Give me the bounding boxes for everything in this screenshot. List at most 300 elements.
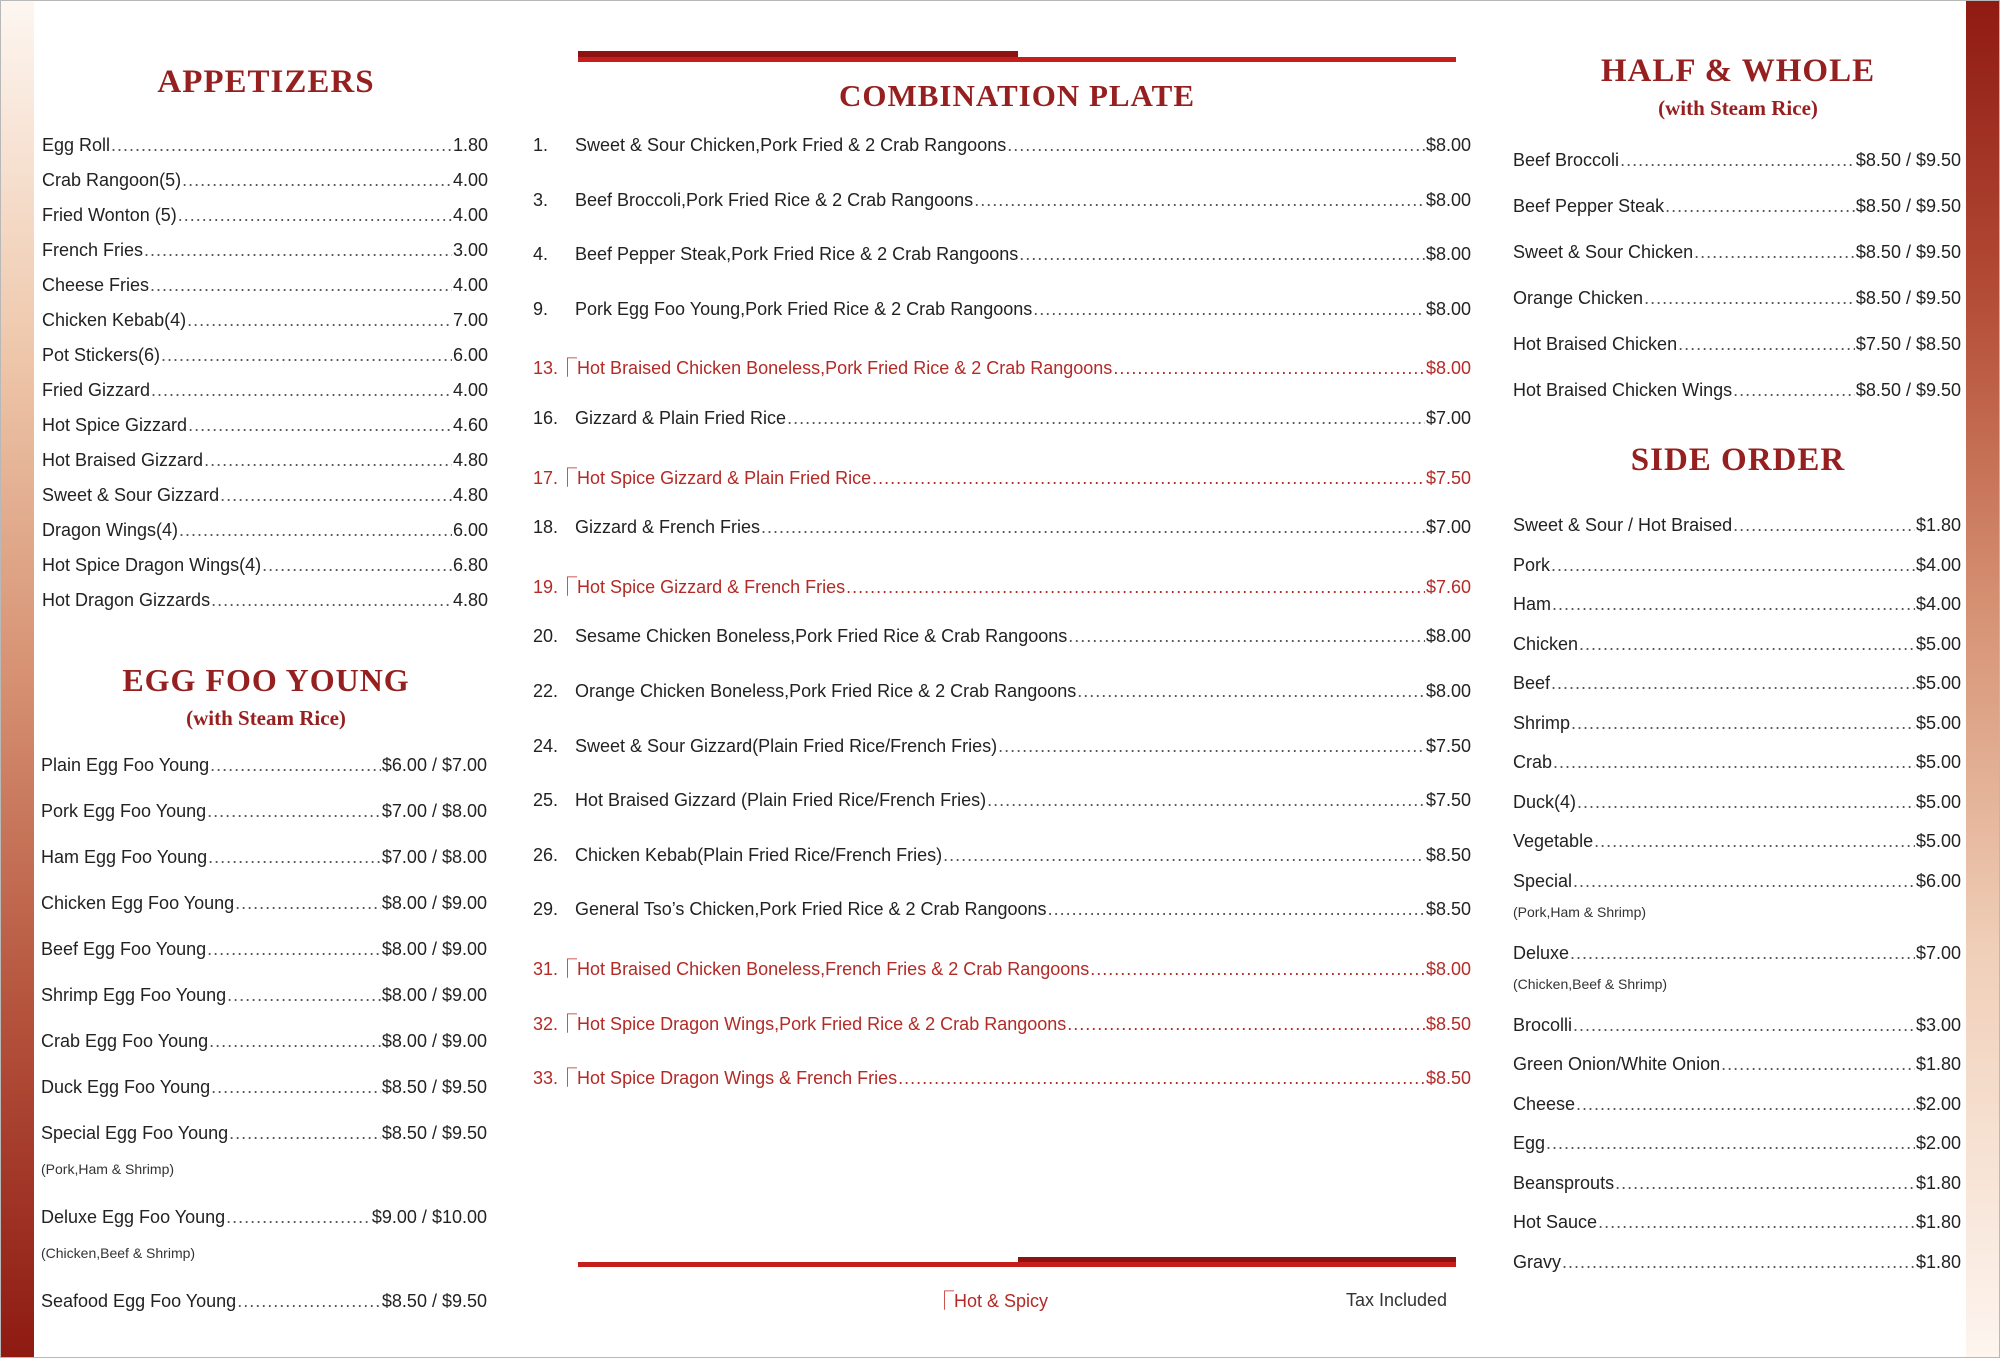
menu-item-price: 3.00 — [452, 240, 488, 260]
menu-item-row — [533, 408, 1471, 429]
dot-leader — [1615, 1173, 1915, 1194]
menu-item-price: 4.80 — [452, 450, 488, 470]
dot-leader — [1048, 899, 1425, 920]
menu-item-row — [1513, 1252, 1961, 1273]
menu-item-label: Beansprouts — [1513, 1172, 1615, 1193]
combo-number: 9. — [533, 298, 549, 319]
menu-item-name — [41, 985, 226, 1006]
menu-item-label: Duck(4) — [1513, 791, 1577, 812]
menu-item-row — [1513, 555, 1961, 576]
dot-leader — [209, 1031, 381, 1052]
dot-leader — [1579, 634, 1915, 655]
menu-item-name — [42, 135, 110, 156]
menu-item-row — [1513, 1054, 1961, 1075]
menu-item-label: Chicken — [1513, 633, 1579, 654]
dot-leader — [207, 801, 381, 822]
menu-item-name — [41, 801, 206, 822]
menu-item-label: Sweet & Sour Chicken — [1513, 242, 1694, 262]
menu-item-name — [1513, 1212, 1597, 1233]
menu-item-label: Seafood Egg Foo Young — [41, 1291, 237, 1311]
menu-item-label: Orange Chicken Boneless,Pork Fried Rice & 2 Crab Rangoons — [575, 681, 1077, 701]
menu-item-label: Hot Spice Dragon Wings & French Fries — [577, 1068, 898, 1089]
dot-leader — [987, 790, 1425, 811]
dot-leader — [1562, 1252, 1915, 1273]
menu-item-name — [533, 1009, 1066, 1036]
menu-item-label: Brocolli — [1513, 1014, 1573, 1035]
menu-item-name — [1513, 288, 1643, 309]
combination-plate-title: COMBINATION PLATE — [838, 78, 1196, 113]
dot-leader — [1594, 831, 1915, 852]
menu-item-name — [42, 380, 150, 401]
combo-number: 17. — [533, 467, 559, 488]
dot-leader — [898, 1068, 1425, 1089]
menu-item-label: Vegetable — [1513, 831, 1594, 851]
dot-leader — [150, 275, 452, 296]
dot-leader — [229, 1123, 381, 1144]
menu-item-price: $8.50 / $9.50 — [1855, 242, 1961, 262]
menu-item-price: $7.00 — [1425, 408, 1471, 428]
menu-item-price: 6.00 — [452, 345, 488, 365]
egg-foo-young-list — [41, 755, 487, 1325]
menu-item-price: $4.00 — [1915, 594, 1961, 614]
menu-item-price: $8.50 — [1425, 844, 1471, 865]
menu-item-name — [1513, 594, 1551, 615]
dot-leader — [1678, 334, 1855, 355]
menu-item-price: 6.80 — [452, 555, 488, 575]
hot-spicy-label: Hot & Spicy — [954, 1291, 1049, 1311]
menu-item-label: Deluxe — [1513, 942, 1570, 963]
menu-item-price: 4.80 — [452, 590, 488, 610]
menu-item-label: Dragon Wings(4) — [42, 520, 179, 540]
menu-item-label: Crab Rangoon(5) — [42, 170, 182, 190]
menu-item-row — [1513, 1173, 1961, 1194]
menu-item-label: Hot Spice Dragon Wings,Pork Fried Rice & 2 Crab Rangoons — [577, 1013, 1067, 1034]
menu-item-label: Plain Egg Foo Young — [41, 755, 210, 775]
dot-leader — [208, 847, 381, 868]
menu-item-price: 4.60 — [452, 415, 488, 435]
menu-item-note: (Pork,Ham & Shrimp) — [41, 1161, 175, 1177]
menu-item-row — [1513, 380, 1961, 401]
dot-leader — [1546, 1133, 1915, 1154]
dot-leader — [761, 517, 1425, 538]
appetizers-list — [42, 135, 488, 615]
menu-item-label: Hot Spice Gizzard & French Fries — [577, 576, 846, 597]
menu-item-row — [42, 415, 488, 436]
dot-leader — [144, 240, 452, 261]
half-whole-subtitle: (with Steam Rice) — [1658, 96, 1818, 120]
menu-item-label: Sweet & Sour Chicken,Pork Fried & 2 Crab Rangoons — [575, 135, 1007, 155]
combo-number: 33. — [533, 1068, 559, 1089]
menu-item-label: Hot Sauce — [1513, 1212, 1598, 1232]
menu-item-name — [41, 1291, 236, 1312]
combo-number: 31. — [533, 959, 559, 979]
menu-item-row — [41, 755, 487, 776]
dot-leader — [872, 468, 1425, 489]
menu-item-label: Sweet & Sour Gizzard(Plain Fried Rice/French Fries) — [575, 735, 998, 756]
combo-number: 1. — [533, 135, 549, 155]
dot-leader — [1644, 288, 1855, 309]
menu-item-price: 4.00 — [452, 275, 488, 295]
menu-item-label: Sweet & Sour Gizzard — [42, 485, 220, 505]
combo-number: 19. — [533, 576, 559, 597]
menu-item-name — [1513, 871, 1572, 892]
dot-leader — [1570, 943, 1915, 964]
hot-spicy-legend — [935, 1286, 1048, 1313]
dot-leader — [1551, 555, 1915, 576]
menu-item-note: (Chicken,Beef & Shrimp) — [41, 1245, 196, 1261]
menu-item-price: $1.80 — [1915, 515, 1961, 535]
menu-item-label: Crab — [1513, 752, 1553, 772]
menu-item-row — [1513, 288, 1961, 309]
menu-item-label: Orange Chicken — [1513, 288, 1644, 308]
menu-item-name — [533, 353, 1112, 380]
menu-item-name — [533, 626, 1067, 647]
menu-item-price: $8.00 — [1425, 358, 1471, 379]
menu-item-row — [42, 450, 488, 471]
menu-item-row — [41, 1031, 487, 1052]
menu-item-name — [1513, 1015, 1572, 1036]
menu-item-name — [41, 939, 206, 960]
top-divider — [578, 57, 1456, 62]
menu-item-label: Pork Egg Foo Young,Pork Fried Rice & 2 Crab Rangoons — [575, 298, 1033, 319]
menu-item-price: $8.00 / $9.00 — [381, 985, 487, 1005]
menu-item-price: 4.00 — [452, 380, 488, 400]
menu-item-price: $8.00 — [1425, 298, 1471, 319]
menu-item-name — [1513, 555, 1550, 576]
menu-item-name — [1513, 1133, 1545, 1154]
menu-item-name — [533, 954, 1089, 981]
menu-item-name — [42, 275, 149, 296]
menu-item-row — [1513, 150, 1961, 171]
menu-item-price: 4.80 — [452, 485, 488, 505]
menu-item-row — [42, 310, 488, 331]
dot-leader — [1019, 244, 1425, 265]
menu-item-label: Pork — [1513, 554, 1551, 575]
menu-item-label: Cheese Fries — [42, 275, 150, 295]
menu-item-row — [533, 190, 1471, 211]
menu-item-name — [41, 847, 207, 868]
menu-item-row — [1513, 752, 1961, 773]
menu-item-row — [533, 135, 1471, 156]
menu-item-price: $5.00 — [1915, 673, 1961, 693]
menu-item-name — [41, 755, 209, 776]
menu-item-price: $8.00 — [1425, 244, 1471, 265]
menu-item-name — [42, 310, 186, 331]
menu-item-label: Duck Egg Foo Young — [41, 1077, 211, 1097]
menu-item-label: Beef Broccoli — [1513, 150, 1620, 170]
menu-item-name — [533, 408, 786, 429]
dot-leader — [111, 135, 452, 156]
menu-item-name — [41, 1031, 208, 1052]
menu-item-name — [533, 244, 1018, 265]
menu-item-label: Pork Egg Foo Young — [41, 801, 207, 821]
combo-number: 22. — [533, 681, 559, 701]
menu-item-price: $9.00 / $10.00 — [371, 1207, 487, 1227]
menu-item-price: $7.00 — [1425, 517, 1471, 538]
menu-item-label: Egg — [1513, 1133, 1546, 1153]
dot-leader — [1733, 515, 1915, 536]
menu-item-label: Hot Spice Gizzard & Plain Fried Rice — [577, 467, 872, 488]
menu-item-row — [1513, 515, 1961, 536]
menu-item-name — [533, 572, 845, 599]
menu-item-note: (Chicken,Beef & Shrimp) — [1513, 975, 1668, 992]
menu-item-row — [1513, 1212, 1961, 1233]
menu-item-price: $6.00 — [1915, 870, 1961, 891]
menu-item-name — [533, 190, 973, 211]
menu-item-row — [1513, 242, 1961, 263]
menu-item-label: Ham Egg Foo Young — [41, 847, 208, 867]
dot-leader — [1665, 196, 1855, 217]
menu-item-label: Gravy — [1513, 1251, 1562, 1272]
menu-item-name — [533, 736, 997, 757]
dot-leader — [161, 345, 452, 366]
menu-item-label: Egg Roll — [42, 135, 111, 155]
dot-leader — [943, 845, 1425, 866]
menu-item-row — [533, 954, 1471, 981]
half-whole-list — [1513, 150, 1961, 420]
menu-item-price: $8.50 / $9.50 — [1855, 196, 1961, 216]
menu-item-row — [1513, 831, 1961, 852]
menu-item-label: Shrimp Egg Foo Young — [41, 985, 227, 1005]
menu-item-name — [1513, 196, 1664, 217]
menu-item-row — [41, 1077, 487, 1098]
menu-item-row — [533, 353, 1471, 380]
dot-leader — [211, 1077, 381, 1098]
menu-item-row — [1513, 1133, 1961, 1154]
menu-item-price: $8.50 / $9.50 — [1855, 288, 1961, 308]
menu-item-label: General Tso’s Chicken,Pork Fried Rice & 2 Crab Rangoons — [575, 899, 1047, 920]
menu-item-price: $1.80 — [1915, 1054, 1961, 1074]
dot-leader — [207, 939, 381, 960]
menu-item-row — [42, 380, 488, 401]
menu-item-price: $8.50 / $9.50 — [381, 1077, 487, 1097]
dot-leader — [178, 205, 452, 226]
menu-item-row — [41, 1291, 487, 1312]
menu-item-label: Deluxe Egg Foo Young — [41, 1207, 226, 1227]
menu-item-label: Chicken Egg Foo Young — [41, 893, 235, 913]
menu-item-price: $7.00 / $8.00 — [381, 847, 487, 867]
menu-item-name — [1513, 752, 1552, 773]
menu-item-row — [1513, 943, 1961, 964]
menu-item-label: Green Onion/White Onion — [1513, 1054, 1721, 1074]
menu-item-price: $8.00 — [1425, 959, 1471, 979]
menu-item-name — [1513, 943, 1569, 964]
side-order-title: SIDE ORDER — [1630, 442, 1846, 478]
menu-item-price: $1.80 — [1915, 1251, 1961, 1272]
menu-item-row — [42, 170, 488, 191]
dot-leader — [226, 1207, 371, 1228]
menu-item-row — [42, 240, 488, 261]
menu-item-name — [42, 590, 210, 611]
menu-item-price: 6.00 — [452, 520, 488, 540]
menu-item-name — [533, 790, 986, 811]
menu-item-price: $6.00 / $7.00 — [381, 755, 487, 775]
menu-item-name — [1513, 1094, 1575, 1115]
menu-item-row — [533, 1063, 1471, 1090]
dot-leader — [998, 736, 1425, 757]
menu-item-row — [42, 275, 488, 296]
menu-item-name — [1513, 634, 1578, 655]
menu-item-name — [1513, 1054, 1720, 1075]
menu-item-label: Hot Spice Dragon Wings(4) — [42, 555, 262, 575]
menu-item-name — [1513, 673, 1550, 694]
menu-item-label: Beef Pepper Steak,Pork Fried Rice & 2 Crab Rangoons — [575, 244, 1019, 265]
menu-item-row — [1513, 196, 1961, 217]
combo-number: 24. — [533, 735, 559, 756]
menu-item-row — [533, 845, 1471, 866]
menu-item-label: Pot Stickers(6) — [42, 345, 161, 365]
menu-item-name — [42, 240, 143, 261]
menu-item-row — [533, 681, 1471, 702]
menu-item-label: Hot Braised Gizzard — [42, 450, 204, 470]
tax-included-label: Tax Included — [1346, 1290, 1448, 1310]
menu-item-name — [1513, 515, 1732, 536]
menu-item-name — [1513, 1252, 1561, 1273]
menu-item-name — [1513, 792, 1576, 813]
menu-item-name — [1513, 150, 1619, 171]
menu-item-row — [1513, 634, 1961, 655]
menu-item-price: $8.00 — [1425, 626, 1471, 647]
menu-item-name — [533, 517, 760, 538]
chili-pepper-icon: ⎾ — [558, 358, 578, 380]
combo-number: 3. — [533, 189, 549, 210]
menu-item-row — [42, 555, 488, 576]
menu-item-price: $5.00 — [1915, 633, 1961, 654]
menu-item-row — [533, 736, 1471, 757]
menu-item-row — [1513, 1094, 1961, 1115]
dot-leader — [1551, 673, 1915, 694]
menu-item-label: Shrimp — [1513, 712, 1571, 733]
menu-item-price: $5.00 — [1915, 712, 1961, 733]
chili-pepper-icon: ⎾ — [558, 959, 578, 980]
dot-leader — [1721, 1054, 1915, 1075]
menu-item-label: Chicken Kebab(Plain Fried Rice/French Fries) — [575, 844, 943, 865]
menu-item-label: Beef Egg Foo Young — [41, 939, 207, 959]
dot-leader — [151, 380, 452, 401]
menu-item-name — [42, 345, 160, 366]
dot-leader — [1577, 792, 1915, 813]
menu-item-price: $7.50 — [1425, 790, 1471, 811]
menu-item-row — [42, 135, 488, 156]
menu-item-row — [42, 520, 488, 541]
dot-leader — [1090, 959, 1425, 980]
menu-item-price: $8.00 / $9.00 — [381, 939, 487, 959]
dot-leader — [220, 485, 452, 506]
menu-item-row — [1513, 673, 1961, 694]
menu-item-name — [1513, 380, 1732, 401]
menu-item-row — [533, 299, 1471, 320]
menu-item-row — [1513, 594, 1961, 615]
menu-item-name — [42, 170, 181, 191]
menu-item-price: $8.50 / $9.50 — [1855, 380, 1961, 400]
menu-item-name — [533, 681, 1076, 702]
dot-leader — [1067, 1014, 1425, 1035]
combo-number: 20. — [533, 626, 559, 647]
menu-item-price: $8.00 / $9.00 — [381, 893, 487, 913]
menu-item-price: 4.00 — [452, 205, 488, 225]
menu-item-label: Fried Wonton (5) — [42, 205, 177, 225]
chili-pepper-icon: ⎾ — [935, 1291, 955, 1312]
menu-item-name — [1513, 713, 1570, 734]
dot-leader — [787, 408, 1425, 429]
menu-item-price: $7.00 — [1915, 942, 1961, 963]
combo-number: 16. — [533, 408, 559, 428]
menu-item-name — [42, 450, 203, 471]
menu-item-price: $8.00 / $9.00 — [381, 1031, 487, 1051]
menu-item-name — [42, 415, 187, 436]
combo-number: 18. — [533, 517, 559, 538]
menu-item-label: Special Egg Foo Young — [41, 1123, 229, 1143]
menu-item-name — [1513, 242, 1693, 263]
chili-pepper-icon: ⎾ — [558, 1068, 578, 1090]
menu-item-label: Gizzard & Plain Fried Rice — [575, 408, 787, 428]
menu-item-label: Chicken Kebab(4) — [42, 310, 187, 330]
dot-leader — [1573, 871, 1915, 892]
dot-leader — [1571, 713, 1915, 734]
dot-leader — [237, 1291, 381, 1312]
menu-item-name — [42, 555, 261, 576]
menu-item-price: $4.00 — [1915, 554, 1961, 575]
menu-item-label: Ham — [1513, 594, 1552, 614]
menu-item-row — [41, 1207, 487, 1228]
menu-item-price: $8.50 — [1425, 1068, 1471, 1089]
menu-item-price: $5.00 — [1915, 831, 1961, 851]
menu-item-label: Fried Gizzard — [42, 380, 151, 400]
menu-item-price: $8.50 — [1425, 899, 1471, 920]
combo-number: 29. — [533, 899, 559, 920]
menu-item-price: $7.50 — [1425, 467, 1471, 488]
menu-item-row — [533, 1009, 1471, 1036]
menu-item-label: Hot Braised Chicken Wings — [1513, 380, 1733, 400]
menu-item-row — [533, 517, 1471, 538]
menu-item-label: Cheese — [1513, 1093, 1576, 1114]
menu-item-row — [41, 939, 487, 960]
menu-item-name — [41, 1077, 210, 1098]
menu-item-row — [41, 985, 487, 1006]
menu-item-row — [41, 893, 487, 914]
menu-item-name — [533, 1063, 897, 1090]
left-gradient-border — [1, 1, 34, 1357]
dot-leader — [187, 310, 452, 331]
dot-leader — [1068, 626, 1425, 647]
menu-item-price: $8.50 / $9.50 — [381, 1123, 487, 1143]
egg-foo-young-subtitle: (with Steam Rice) — [186, 706, 346, 730]
menu-item-name — [41, 893, 234, 914]
menu-item-label: Gizzard & French Fries — [575, 517, 761, 538]
combo-number: 13. — [533, 358, 559, 379]
menu-item-label: Hot Braised Chicken — [1513, 334, 1678, 354]
dot-leader — [179, 520, 452, 541]
menu-item-row — [1513, 713, 1961, 734]
menu-item-row — [41, 1123, 487, 1144]
combo-number: 4. — [533, 244, 549, 265]
menu-item-price: 7.00 — [452, 310, 488, 330]
dot-leader — [182, 170, 452, 191]
dot-leader — [1573, 1015, 1915, 1036]
menu-item-label: Beef Broccoli,Pork Fried Rice & 2 Crab Rangoons — [575, 189, 974, 210]
menu-item-row — [533, 244, 1471, 265]
dot-leader — [1576, 1094, 1915, 1115]
menu-item-price: $7.50 / $8.50 — [1855, 334, 1961, 354]
menu-item-label: Hot Dragon Gizzards — [42, 590, 211, 610]
menu-item-name — [1513, 1173, 1614, 1194]
menu-item-price: $8.00 — [1425, 135, 1471, 155]
chili-pepper-icon: ⎾ — [558, 576, 578, 598]
dot-leader — [235, 893, 381, 914]
egg-foo-young-title: EGG FOO YOUNG — [122, 662, 410, 698]
menu-item-label: Hot Braised Chicken Boneless,Pork Fried Rice & 2 Crab Rangoons — [577, 358, 1113, 379]
combo-number: 25. — [533, 790, 559, 811]
